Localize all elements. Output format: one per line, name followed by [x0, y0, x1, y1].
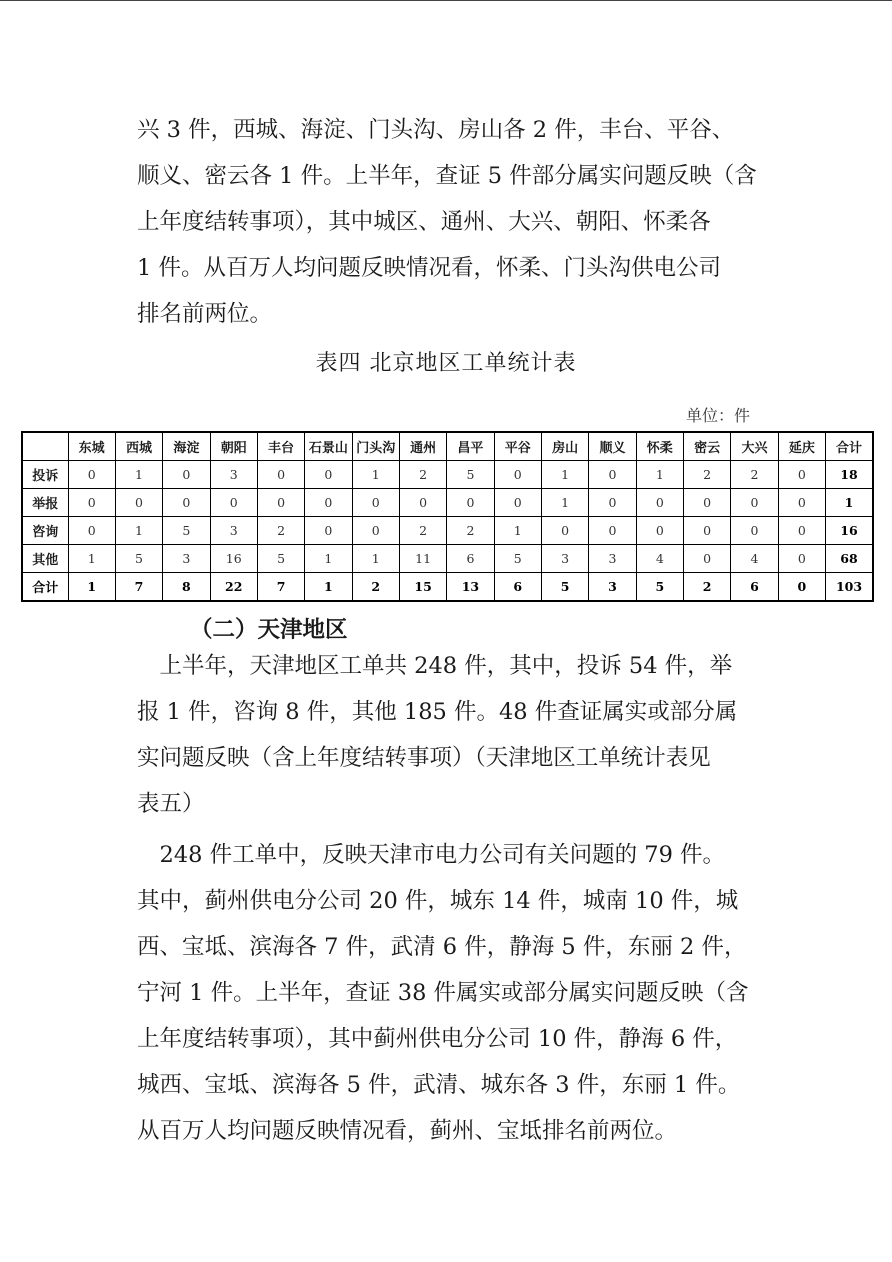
table-cell: 0 [589, 517, 636, 545]
table-cell: 18 [826, 461, 874, 489]
table-cell: 2 [683, 461, 730, 489]
table-cell: 1 [68, 545, 115, 573]
unit-label: 单位：件 [686, 406, 751, 425]
table-cell: 0 [305, 517, 352, 545]
table-cell: 1 [494, 517, 541, 545]
column-header: 海淀 [163, 432, 210, 461]
table-cell: 3 [163, 545, 210, 573]
text-line: 排名前两位。 [137, 301, 273, 327]
table-cell: 13 [447, 573, 494, 602]
table-cell: 2 [352, 573, 399, 602]
table-cell: 103 [826, 573, 874, 602]
table-cell: 5 [115, 545, 162, 573]
table-cell: 1 [636, 461, 683, 489]
table-cell: 0 [683, 517, 730, 545]
table-cell: 0 [778, 517, 825, 545]
table-cell: 1 [115, 517, 162, 545]
table-cell: 0 [541, 517, 588, 545]
table-cell: 0 [210, 489, 257, 517]
table-cell: 2 [683, 573, 730, 602]
table-cell: 1 [826, 489, 874, 517]
row-label: 咨询 [22, 517, 68, 545]
text-line: 上半年，天津地区工单共 248 件，其中，投诉 54 件，举 [137, 653, 733, 679]
table-cell: 2 [447, 517, 494, 545]
table-cell: 3 [589, 545, 636, 573]
column-header: 延庆 [778, 432, 825, 461]
table-cell: 0 [778, 573, 825, 602]
tianjin-paragraph-2 [137, 832, 757, 1154]
column-header: 平谷 [494, 432, 541, 461]
table-cell: 0 [163, 461, 210, 489]
column-header: 通州 [399, 432, 446, 461]
table-cell: 2 [731, 461, 778, 489]
column-header: 门头沟 [352, 432, 399, 461]
table-cell: 0 [636, 517, 683, 545]
table-row [22, 461, 873, 489]
column-header: 大兴 [731, 432, 778, 461]
text-line: 兴 3 件，西城、海淀、门头沟、房山各 2 件，丰台、平谷、 [137, 117, 735, 143]
table-cell: 22 [210, 573, 257, 602]
table-cell: 0 [589, 489, 636, 517]
table-cell: 1 [352, 545, 399, 573]
table-cell: 1 [352, 461, 399, 489]
table-cell: 0 [68, 489, 115, 517]
table-cell: 0 [399, 489, 446, 517]
table-cell: 0 [778, 461, 825, 489]
table-cell: 3 [541, 545, 588, 573]
table-cell: 8 [163, 573, 210, 602]
column-header: 怀柔 [636, 432, 683, 461]
table-cell: 0 [731, 517, 778, 545]
table-cell: 1 [68, 573, 115, 602]
table-cell: 0 [778, 489, 825, 517]
table-row [22, 573, 873, 602]
text-line: 1 件。从百万人均问题反映情况看，怀柔、门头沟供电公司 [137, 255, 721, 281]
column-header: 朝阳 [210, 432, 257, 461]
column-header: 昌平 [447, 432, 494, 461]
table-cell: 4 [636, 545, 683, 573]
table-title: 表四 北京地区工单统计表 [315, 351, 577, 376]
table-cell: 0 [494, 461, 541, 489]
text-line: 顺义、密云各 1 件。上半年，查证 5 件部分属实问题反映（含 [137, 163, 757, 189]
table-cell: 0 [305, 461, 352, 489]
table-cell: 0 [731, 489, 778, 517]
column-header: 石景山 [305, 432, 352, 461]
column-header: 东城 [68, 432, 115, 461]
text-line: 从百万人均问题反映情况看，蓟州、宝坻排名前两位。 [137, 1118, 678, 1144]
table-cell: 0 [115, 489, 162, 517]
table-row [22, 489, 873, 517]
table-cell: 2 [257, 517, 304, 545]
row-label: 其他 [22, 545, 68, 573]
row-label: 举报 [22, 489, 68, 517]
table-cell: 5 [494, 545, 541, 573]
table-cell: 2 [399, 461, 446, 489]
table-cell: 0 [589, 461, 636, 489]
table-cell: 0 [352, 489, 399, 517]
table-body [22, 461, 873, 602]
table-cell: 0 [447, 489, 494, 517]
text-line: 报 1 件，咨询 8 件，其他 185 件。48 件查证属实或部分属 [137, 699, 738, 725]
table-cell: 3 [210, 461, 257, 489]
table-cell: 0 [68, 461, 115, 489]
table-cell: 2 [399, 517, 446, 545]
table-cell: 5 [636, 573, 683, 602]
table-cell: 0 [494, 489, 541, 517]
intro-paragraph [137, 107, 757, 337]
table-cell: 68 [826, 545, 874, 573]
table-cell: 0 [257, 461, 304, 489]
text-line: 宁河 1 件。上半年，查证 38 件属实或部分属实问题反映（含 [137, 980, 749, 1006]
table-cell: 16 [826, 517, 874, 545]
column-header: 合计 [826, 432, 874, 461]
table-cell: 3 [589, 573, 636, 602]
table-cell: 16 [210, 545, 257, 573]
table-cell: 3 [210, 517, 257, 545]
text-line: 上年度结转事项），其中蓟州供电分公司 10 件，静海 6 件， [137, 1026, 738, 1052]
table-cell: 7 [115, 573, 162, 602]
table-cell: 0 [352, 517, 399, 545]
text-line: 上年度结转事项），其中城区、通州、大兴、朝阳、怀柔各 [137, 209, 711, 235]
table-cell: 6 [447, 545, 494, 573]
table-cell: 5 [257, 545, 304, 573]
tianjin-paragraph-1 [137, 643, 757, 827]
column-header: 密云 [683, 432, 730, 461]
table-cell: 0 [778, 545, 825, 573]
table-row [22, 545, 873, 573]
column-header [22, 432, 68, 461]
table-cell: 1 [305, 573, 352, 602]
table-cell: 5 [163, 517, 210, 545]
text-line: 其中，蓟州供电分公司 20 件，城东 14 件，城南 10 件，城 [137, 888, 739, 914]
table-cell: 7 [257, 573, 304, 602]
column-header: 顺义 [589, 432, 636, 461]
text-line: 城西、宝坻、滨海各 5 件，武清、城东各 3 件，东丽 1 件。 [137, 1072, 741, 1098]
beijing-work-order-table [21, 431, 874, 602]
table-cell: 0 [163, 489, 210, 517]
text-line: 西、宝坻、滨海各 7 件，武清 6 件，静海 5 件，东丽 2 件， [137, 934, 747, 960]
table-row [22, 517, 873, 545]
section-heading: （二）天津地区 [190, 617, 348, 643]
table-cell: 15 [399, 573, 446, 602]
text-line: 248 件工单中，反映天津市电力公司有关问题的 79 件。 [137, 842, 726, 868]
row-label: 投诉 [22, 461, 68, 489]
column-header: 丰台 [257, 432, 304, 461]
column-header: 房山 [541, 432, 588, 461]
row-label: 合计 [22, 573, 68, 602]
table-cell: 1 [541, 489, 588, 517]
table-header-row [22, 432, 873, 461]
table-cell: 0 [683, 489, 730, 517]
table-cell: 0 [683, 545, 730, 573]
table-cell: 0 [257, 489, 304, 517]
text-line: 表五） [137, 791, 205, 817]
table-cell: 1 [305, 545, 352, 573]
table-cell: 6 [494, 573, 541, 602]
page-top-border [0, 0, 892, 1]
table-cell: 4 [731, 545, 778, 573]
table-cell: 5 [447, 461, 494, 489]
table-cell: 0 [305, 489, 352, 517]
table-cell: 0 [68, 517, 115, 545]
table-cell: 6 [731, 573, 778, 602]
table-cell: 11 [399, 545, 446, 573]
table-cell: 5 [541, 573, 588, 602]
table-cell: 0 [636, 489, 683, 517]
table-cell: 1 [541, 461, 588, 489]
column-header: 西城 [115, 432, 162, 461]
table-cell: 1 [115, 461, 162, 489]
text-line: 实问题反映（含上年度结转事项）（天津地区工单统计表见 [137, 745, 711, 771]
